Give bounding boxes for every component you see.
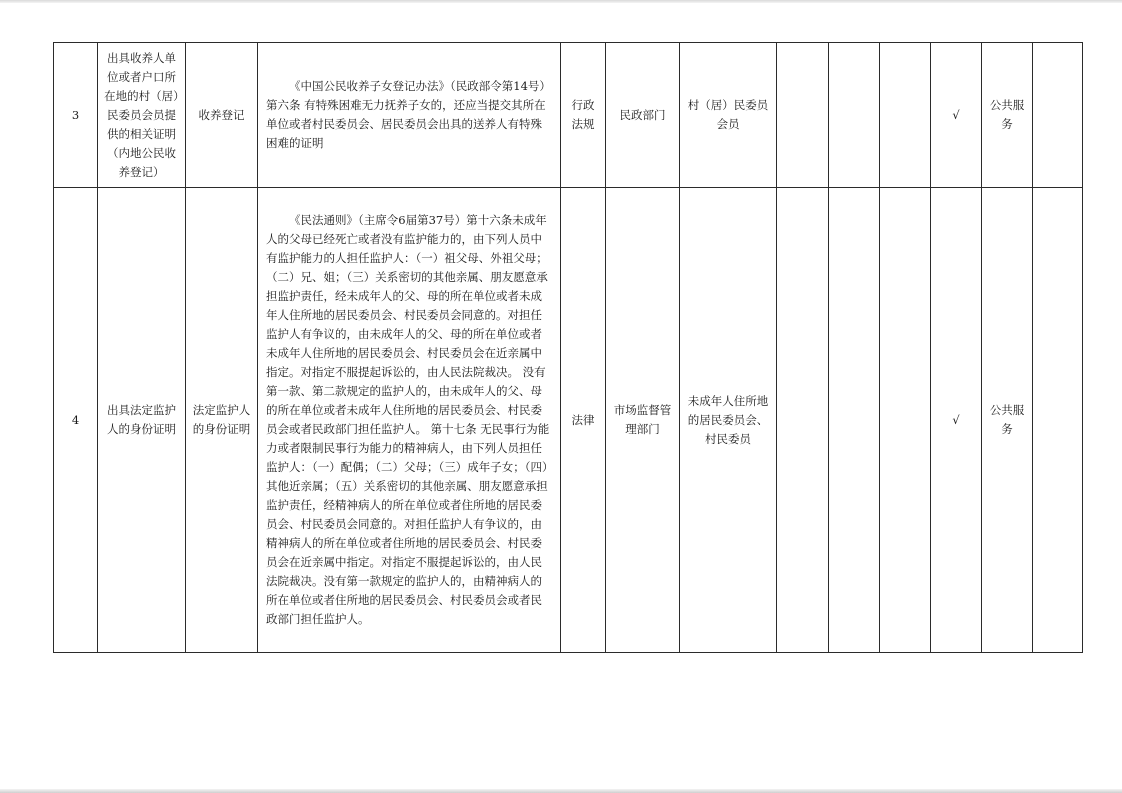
table-row [54,188,1083,653]
empty-cell [1033,43,1083,188]
check-mark: √ [931,43,982,188]
issuing-organization: 村（居）民委员会员 [680,43,777,188]
service-matter: 收养登记 [186,43,258,188]
scan-edge-top [0,0,1122,3]
responsible-department: 民政部门 [606,43,680,188]
certificate-items-table [53,42,1083,653]
responsible-department: 市场监督管理部门 [606,188,680,653]
empty-cell [829,188,880,653]
legal-basis-text: 《民法通则》（主席令6届第37号）第十六条未成年人的父母已经死亡或者没有监护能力的，由下列人员中有监护能力的人担任监护人：（一）祖父母、外祖父母；（二）兄、姐；（三）关系密切的其他亲属、朋友愿意承担监护责任，经未成年人的父、母的所在单位或者未成年人住所地的居民委员会、村民委员会同意的。对担任监护人有争议的，由未成年人的父、母的所在单位或者未成年人住所地的居民委员会、村民委员会在近亲属中指定。对指定不服提起诉讼的，由人民法院裁决。 没有第一款、第二款规定的监护人的，由未成年人的父、母的所在单位或者未成年人住所地的居民委员会、村民委员会或者民政部门担任监护人。 第十七条 无民事行为能力或者限制民事行为能力的精神病人，由下列人员担任监护人：（一）配偶；（二）父母；（三）成年子女；（四）其他近亲属；（五）关系密切的其他亲属、朋友愿意承担监护责任，经精神病人的所在单位或者住所地的居民委员会、村民委员会同意的。对担任监护人有争议的，由精神病人的所在单位或者住所地的居民委员会、村民委员会在近亲属中指定。对指定不服提起诉讼的，由人民法院裁决。没有第一款规定的监护人的，由精神病人的所在单位或者住所地的居民委员会、村民委员会或者民政部门担任监护人。 [266,213,550,626]
empty-cell [1033,188,1083,653]
legal-basis [258,188,561,653]
issuing-organization: 未成年人住所地的居民委员会、村民委员 [680,188,777,653]
service-category: 公共服务 [982,188,1033,653]
service-category: 公共服务 [982,43,1033,188]
row-number: 4 [54,188,98,653]
legal-basis [258,43,561,188]
table-row [54,43,1083,188]
empty-cell [777,43,829,188]
basis-type: 法律 [561,188,606,653]
empty-cell [829,43,880,188]
empty-cell [880,188,931,653]
service-matter: 法定监护人的身份证明 [186,188,258,653]
check-mark: √ [931,188,982,653]
legal-basis-text: 《中国公民收养子女登记办法》（民政部令第14号）第六条 有特殊困难无力抚养子女的，还应当提交其所在单位或者村民委员会、居民委员会出具的送养人有特殊困难的证明 [266,79,551,150]
certificate-item-name: 出具收养人单位或者户口所在地的村（居）民委员会员提供的相关证明（内地公民收养登记） [98,43,186,188]
scan-edge-bottom [0,789,1122,793]
empty-cell [777,188,829,653]
row-number: 3 [54,43,98,188]
certificate-item-name: 出具法定监护人的身份证明 [98,188,186,653]
empty-cell [880,43,931,188]
basis-type: 行政法规 [561,43,606,188]
